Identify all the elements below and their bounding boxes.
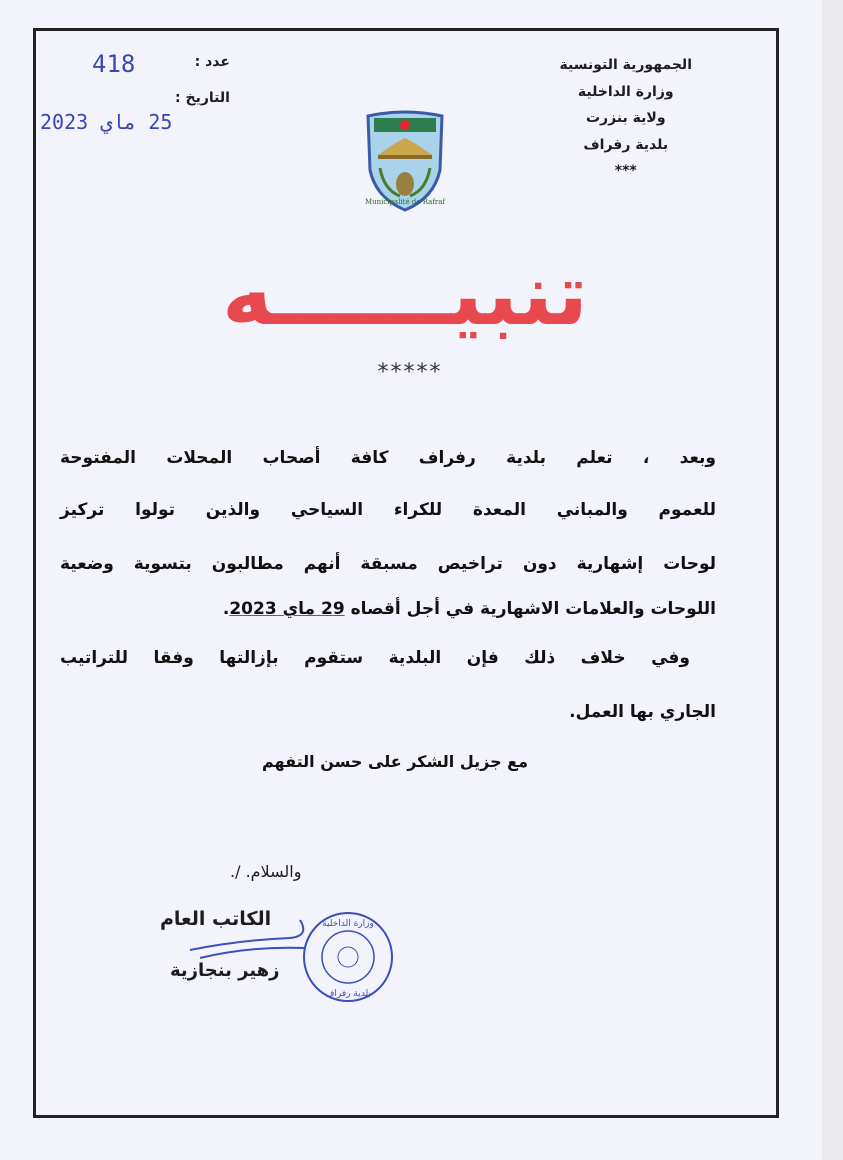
municipality-logo	[364, 110, 446, 212]
period: .	[222, 599, 230, 619]
body-line: الجاري بها العمل.	[569, 702, 716, 722]
closing-line: مع جزيل الشكر على حسن التفهم	[262, 752, 528, 771]
date-label: التاريخ :	[175, 90, 230, 106]
signatory-role: الكاتب العام	[160, 908, 272, 930]
body-line: لوحات إشهارية دون تراخيص مسبقة أنهم مطالبون بتسوية وضعية	[60, 554, 716, 574]
letterhead-line: ***	[614, 163, 637, 179]
reference-labels	[175, 54, 230, 126]
deadline-date: 29 ماي 2023	[229, 599, 345, 619]
stamp-top-text: وزارة الداخلية	[322, 919, 374, 929]
signatory-name: زهير بنجازية	[170, 960, 280, 981]
separator: *****	[377, 360, 443, 385]
letterhead-line: بلدية رفراف	[583, 136, 669, 153]
letterhead	[560, 52, 693, 185]
notice-title: تنبيــــــه	[221, 245, 589, 345]
number-label: عدد :	[194, 54, 230, 70]
letterhead-line: ولاية بنزرت	[585, 110, 666, 126]
letterhead-line: وزارة الداخلية	[577, 83, 674, 100]
salutation: والسلام. /.	[230, 862, 302, 881]
body-line: وفي خلاف ذلك فإن البلدية ستقوم بإزالتها وفقا للتراتيب	[60, 648, 690, 668]
body-line: للعموم والمباني المعدة للكراء السياحي والذين تولوا تركيز	[60, 500, 716, 520]
letterhead-line: الجمهورية التونسية	[559, 57, 692, 73]
body-line: وبعد ، تعلم بلدية رفراف كافة أصحاب المحلات المفتوحة	[60, 448, 716, 468]
official-stamp	[298, 910, 398, 1005]
reference-date: 25 ماي 2023	[40, 110, 173, 134]
body-line	[60, 599, 716, 619]
reference-number: 418	[92, 50, 136, 78]
logo-caption: Municipalité de Rafraf	[364, 198, 446, 206]
body-text: اللوحات والعلامات الاشهارية في أجل أقصاه	[350, 599, 716, 619]
stamp-bottom-text: بلدية رفراف	[325, 989, 371, 999]
